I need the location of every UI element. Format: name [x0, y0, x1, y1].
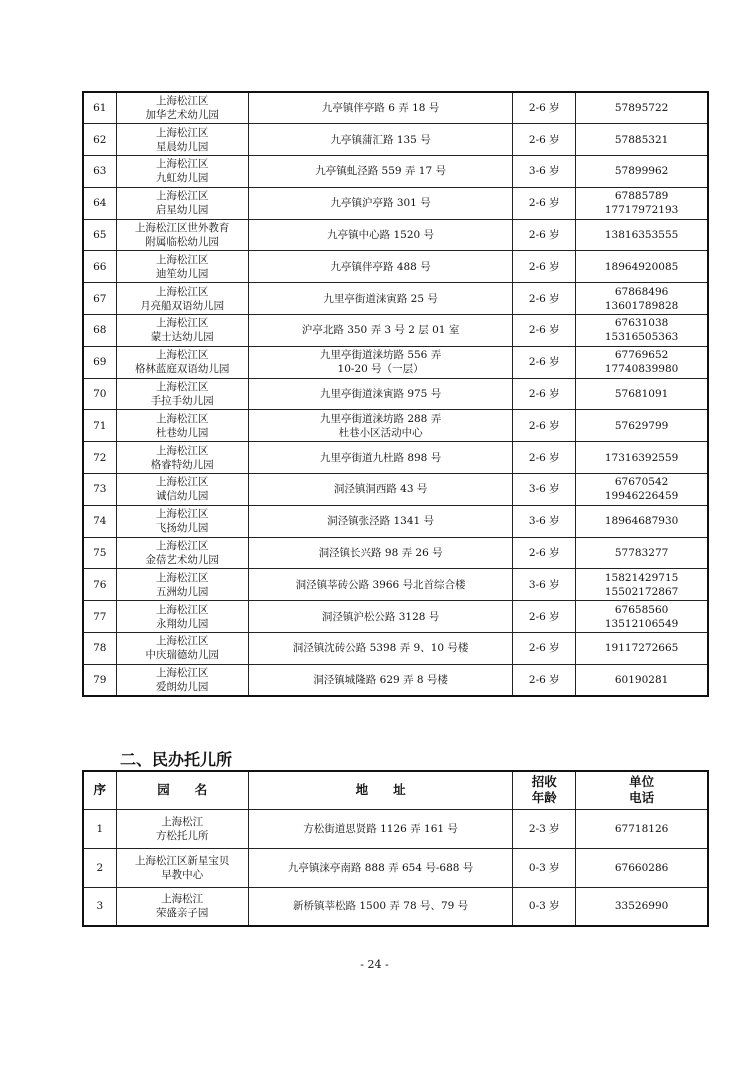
cell-age: 0-3 岁: [513, 887, 576, 926]
cell-age: 2-6 岁: [513, 283, 576, 315]
cell-no: 72: [83, 442, 116, 474]
kindergarten-table: [82, 91, 709, 697]
cell-no: 79: [83, 664, 116, 696]
cell-no: 76: [83, 569, 116, 601]
cell-phone: 57895722: [576, 92, 708, 124]
cell-no: 3: [83, 887, 116, 926]
header-address: 地 址: [248, 771, 513, 809]
cell-phone: 13816353555: [576, 219, 708, 251]
table-row: [83, 537, 708, 569]
table-row: [83, 156, 708, 188]
cell-name: 上海松江区 爱朗幼儿园: [116, 664, 248, 696]
cell-address: 洞泾镇张泾路 1341 号: [248, 505, 513, 537]
table-row: [83, 633, 708, 665]
cell-name: 上海松江区 飞扬幼儿园: [116, 505, 248, 537]
cell-name: 上海松江区 手拉手幼儿园: [116, 378, 248, 410]
cell-age: 3-6 岁: [513, 505, 576, 537]
kindergarten-table-body: [83, 92, 708, 696]
cell-address: 九里亭街道九杜路 898 号: [248, 442, 513, 474]
cell-no: 1: [83, 809, 116, 848]
page-number: - 24 -: [360, 958, 389, 971]
table-row: [83, 124, 708, 156]
cell-no: 73: [83, 474, 116, 506]
cell-age: 2-3 岁: [513, 809, 576, 848]
cell-address: 九亭镇沪亭路 301 号: [248, 187, 513, 219]
table-row: [83, 474, 708, 506]
cell-no: 78: [83, 633, 116, 665]
cell-phone: 57681091: [576, 378, 708, 410]
cell-no: 71: [83, 410, 116, 442]
cell-address: 洞泾镇沈砖公路 5398 弄 9、10 号楼: [248, 633, 513, 665]
cell-no: 61: [83, 92, 116, 124]
cell-name: 上海松江 方松托儿所: [116, 809, 248, 848]
cell-phone: 19117272665: [576, 633, 708, 665]
cell-name: 上海松江区 九虹幼儿园: [116, 156, 248, 188]
cell-name: 上海松江区新星宝贝 早教中心: [116, 848, 248, 887]
cell-name: 上海松江区 杜巷幼儿园: [116, 410, 248, 442]
cell-phone: 67631038 15316505363: [576, 315, 708, 347]
cell-address: 九亭镇伴亭路 488 号: [248, 251, 513, 283]
cell-age: 3-6 岁: [513, 474, 576, 506]
cell-address: 新桥镇莘松路 1500 弄 78 号、79 号: [248, 887, 513, 926]
cell-phone: 67660286: [576, 848, 708, 887]
cell-phone: 60190281: [576, 664, 708, 696]
cell-no: 70: [83, 378, 116, 410]
cell-phone: 67718126: [576, 809, 708, 848]
cell-address: 九亭镇虬泾路 559 弄 17 号: [248, 156, 513, 188]
table-row: [83, 664, 708, 696]
table-row: [83, 410, 708, 442]
cell-name: 上海松江区世外教育 附属临松幼儿园: [116, 219, 248, 251]
cell-name: 上海松江区 迪笙幼儿园: [116, 251, 248, 283]
cell-age: 2-6 岁: [513, 601, 576, 633]
cell-address: 洞泾镇城隆路 629 弄 8 号楼: [248, 664, 513, 696]
section-title: 二、民办托儿所: [120, 750, 233, 769]
cell-name: 上海松江区 月亮船双语幼儿园: [116, 283, 248, 315]
cell-address: 洞泾镇莘砖公路 3966 号北首综合楼: [248, 569, 513, 601]
cell-no: 74: [83, 505, 116, 537]
cell-address: 洞泾镇沪松公路 3128 号: [248, 601, 513, 633]
table-row: [83, 92, 708, 124]
cell-name: 上海松江区 星晨幼儿园: [116, 124, 248, 156]
cell-phone: 67658560 13512106549: [576, 601, 708, 633]
nursery-table-body: [83, 809, 708, 926]
table-row: [83, 219, 708, 251]
table-row: [83, 887, 708, 926]
cell-address: 九亭镇中心路 1520 号: [248, 219, 513, 251]
cell-no: 2: [83, 848, 116, 887]
header-no: 序: [83, 771, 116, 809]
cell-address: 九里亭街道涞寅路 975 号: [248, 378, 513, 410]
table-row: [83, 315, 708, 347]
cell-no: 62: [83, 124, 116, 156]
cell-phone: 18964920085: [576, 251, 708, 283]
cell-address: 洞泾镇长兴路 98 弄 26 号: [248, 537, 513, 569]
table-row: [83, 569, 708, 601]
cell-phone: 67868496 13601789828: [576, 283, 708, 315]
cell-no: 68: [83, 315, 116, 347]
cell-age: 2-6 岁: [513, 315, 576, 347]
table-row: [83, 283, 708, 315]
cell-name: 上海松江区 格林蓝庭双语幼儿园: [116, 346, 248, 378]
table-row: [83, 442, 708, 474]
cell-age: 2-6 岁: [513, 187, 576, 219]
cell-address: 九亭镇伴亭路 6 弄 18 号: [248, 92, 513, 124]
cell-name: 上海松江区 中庆瑞德幼儿园: [116, 633, 248, 665]
cell-name: 上海松江区 格睿特幼儿园: [116, 442, 248, 474]
header-name: 园 名: [116, 771, 248, 809]
cell-phone: 67885789 17717972193: [576, 187, 708, 219]
cell-name: 上海松江区 金蓓艺术幼儿园: [116, 537, 248, 569]
cell-no: 64: [83, 187, 116, 219]
cell-address: 沪亭北路 350 弄 3 号 2 层 01 室: [248, 315, 513, 347]
table-row: [83, 251, 708, 283]
cell-age: 2-6 岁: [513, 378, 576, 410]
cell-age: 3-6 岁: [513, 156, 576, 188]
cell-phone: 17316392559: [576, 442, 708, 474]
table-row: [83, 187, 708, 219]
table-row: [83, 809, 708, 848]
cell-no: 69: [83, 346, 116, 378]
cell-phone: 67670542 19946226459: [576, 474, 708, 506]
cell-phone: 18964687930: [576, 505, 708, 537]
table-row: [83, 601, 708, 633]
cell-name: 上海松江 荣盛亲子园: [116, 887, 248, 926]
nursery-table: [82, 770, 709, 927]
cell-name: 上海松江区 永翔幼儿园: [116, 601, 248, 633]
header-age: 招收 年龄: [513, 771, 576, 809]
cell-age: 2-6 岁: [513, 124, 576, 156]
cell-address: 九里亭街道涞坊路 288 弄 杜巷小区活动中心: [248, 410, 513, 442]
table-row: [83, 378, 708, 410]
cell-address: 九亭镇蒲汇路 135 号: [248, 124, 513, 156]
cell-phone: 67769652 17740839980: [576, 346, 708, 378]
cell-name: 上海松江区 五洲幼儿园: [116, 569, 248, 601]
cell-address: 洞泾镇洞西路 43 号: [248, 474, 513, 506]
cell-phone: 15821429715 15502172867: [576, 569, 708, 601]
cell-age: 2-6 岁: [513, 442, 576, 474]
table-row: [83, 346, 708, 378]
cell-age: 2-6 岁: [513, 92, 576, 124]
table-row: [83, 848, 708, 887]
cell-age: 2-6 岁: [513, 410, 576, 442]
cell-age: 2-6 岁: [513, 537, 576, 569]
cell-age: 0-3 岁: [513, 848, 576, 887]
cell-address: 九里亭街道涞寅路 25 号: [248, 283, 513, 315]
nursery-header-row: [83, 771, 708, 809]
cell-age: 2-6 岁: [513, 251, 576, 283]
cell-no: 75: [83, 537, 116, 569]
cell-phone: 33526990: [576, 887, 708, 926]
cell-name: 上海松江区 启星幼儿园: [116, 187, 248, 219]
cell-phone: 57629799: [576, 410, 708, 442]
cell-age: 2-6 岁: [513, 633, 576, 665]
cell-phone: 57783277: [576, 537, 708, 569]
cell-name: 上海松江区 加华艺术幼儿园: [116, 92, 248, 124]
cell-no: 63: [83, 156, 116, 188]
header-phone: 单位 电话: [576, 771, 708, 809]
cell-no: 65: [83, 219, 116, 251]
cell-name: 上海松江区 诚信幼儿园: [116, 474, 248, 506]
cell-name: 上海松江区 蒙士达幼儿园: [116, 315, 248, 347]
table-row: [83, 505, 708, 537]
cell-age: 2-6 岁: [513, 664, 576, 696]
cell-phone: 57899962: [576, 156, 708, 188]
cell-phone: 57885321: [576, 124, 708, 156]
cell-address: 九里亭街道涞坊路 556 弄 10-20 号（一层）: [248, 346, 513, 378]
cell-age: 3-6 岁: [513, 569, 576, 601]
cell-no: 77: [83, 601, 116, 633]
cell-age: 2-6 岁: [513, 219, 576, 251]
cell-no: 66: [83, 251, 116, 283]
cell-age: 2-6 岁: [513, 346, 576, 378]
cell-address: 九亭镇涞亭南路 888 弄 654 号-688 号: [248, 848, 513, 887]
cell-no: 67: [83, 283, 116, 315]
cell-address: 方松街道思贤路 1126 弄 161 号: [248, 809, 513, 848]
